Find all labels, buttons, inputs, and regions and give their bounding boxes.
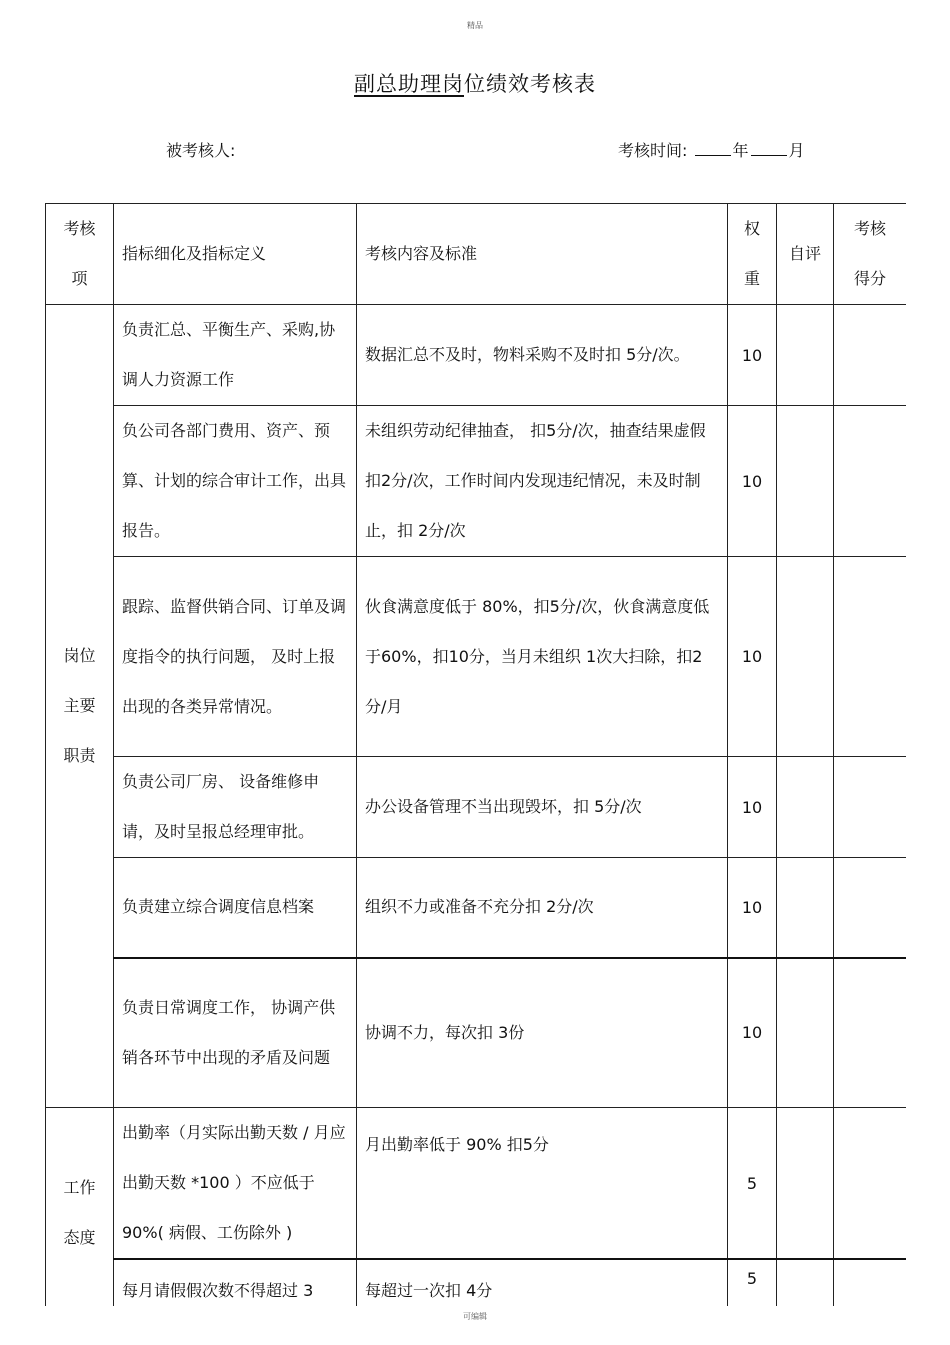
content-cell: 办公设备管理不当出现毁坏，扣 5分/次 bbox=[357, 757, 728, 858]
final-score-cell[interactable] bbox=[834, 406, 907, 557]
year-blank[interactable] bbox=[695, 141, 731, 156]
table-row bbox=[46, 858, 907, 958]
self-score-cell[interactable] bbox=[777, 858, 834, 958]
table-row bbox=[46, 958, 907, 1108]
col-header-self: 自评 bbox=[777, 204, 834, 305]
indicator-cell: 负责日常调度工作， 协调产供销各环节中出现的矛盾及问题 bbox=[114, 958, 357, 1108]
indicator-cell: 每月请假假次数不得超过 3 bbox=[114, 1259, 357, 1306]
final-score-cell[interactable] bbox=[834, 305, 907, 406]
table-row bbox=[46, 757, 907, 858]
assessment-table bbox=[45, 203, 906, 1306]
final-score-cell[interactable] bbox=[834, 557, 907, 757]
table-row bbox=[46, 406, 907, 557]
indicator-cell: 负公司各部门费用、资产、预算、计划的综合审计工作，出具报告。 bbox=[114, 406, 357, 557]
final-score-cell[interactable] bbox=[834, 1108, 907, 1260]
table-header-row bbox=[46, 204, 907, 305]
content-cell: 每超过一次扣 4分 bbox=[357, 1259, 728, 1306]
weight-cell: 10 bbox=[728, 557, 777, 757]
assessee-label: 被考核人: bbox=[166, 141, 236, 160]
table-row bbox=[46, 1259, 907, 1306]
title-underlined-part: 副总助理岗 bbox=[354, 72, 464, 96]
col-header-content: 考核内容及标准 bbox=[357, 204, 728, 305]
indicator-cell: 负责汇总、平衡生产、采购,协调人力资源工作 bbox=[114, 305, 357, 406]
content-cell: 未组织劳动纪律抽查， 扣5分/次，抽查结果虚假扣2分/次，工作时间内发现违纪情况，未及时制止，扣 2分/次 bbox=[357, 406, 728, 557]
indicator-cell: 跟踪、监督供销合同、订单及调度指令的执行问题， 及时上报出现的各类异常情况。 bbox=[114, 557, 357, 757]
content-cell: 伙食满意度低于 80%，扣5分/次，伙食满意度低于60%，扣10分，当月未组织 1次大扫除，扣2分/月 bbox=[357, 557, 728, 757]
weight-cell: 10 bbox=[728, 858, 777, 958]
self-score-cell[interactable] bbox=[777, 557, 834, 757]
col-header-item: 考核 项 bbox=[46, 204, 114, 305]
weight-cell: 10 bbox=[728, 757, 777, 858]
self-score-cell[interactable] bbox=[777, 1259, 834, 1306]
final-score-cell[interactable] bbox=[834, 1259, 907, 1306]
indicator-cell: 出勤率（月实际出勤天数 / 月应出勤天数 *100 ）不应低于90%( 病假、工伤除外 ) bbox=[114, 1108, 357, 1260]
table-row bbox=[46, 1108, 907, 1260]
self-score-cell[interactable] bbox=[777, 406, 834, 557]
header-watermark: 精品 bbox=[467, 21, 483, 30]
indicator-cell: 负责公司厂房、 设备维修申请，及时呈报总经理审批。 bbox=[114, 757, 357, 858]
content-cell: 月出勤率低于 90% 扣5分 bbox=[357, 1108, 728, 1260]
final-score-cell[interactable] bbox=[834, 858, 907, 958]
col-header-weight: 权 重 bbox=[728, 204, 777, 305]
table-row bbox=[46, 557, 907, 757]
year-char: 年 bbox=[732, 141, 749, 160]
month-blank[interactable] bbox=[751, 141, 787, 156]
col-header-score: 考核 得分 bbox=[834, 204, 907, 305]
content-cell: 数据汇总不及时，物料采购不及时扣 5分/次。 bbox=[357, 305, 728, 406]
content-cell: 协调不力，每次扣 3份 bbox=[357, 958, 728, 1108]
self-score-cell[interactable] bbox=[777, 1108, 834, 1260]
group-label-attitude: 工作 态度 bbox=[46, 1108, 114, 1307]
month-char: 月 bbox=[788, 141, 805, 160]
indicator-cell: 负责建立综合调度信息档案 bbox=[114, 858, 357, 958]
col-header-indicator: 指标细化及指标定义 bbox=[114, 204, 357, 305]
weight-cell: 10 bbox=[728, 958, 777, 1108]
self-score-cell[interactable] bbox=[777, 757, 834, 858]
self-score-cell[interactable] bbox=[777, 305, 834, 406]
final-score-cell[interactable] bbox=[834, 958, 907, 1108]
page-title bbox=[0, 68, 950, 98]
group-label-duties: 岗位 主要 职责 bbox=[46, 305, 114, 1108]
assessment-time bbox=[618, 138, 805, 161]
time-label: 考核时间: bbox=[618, 141, 688, 160]
weight-cell: 10 bbox=[728, 406, 777, 557]
weight-cell: 5 bbox=[728, 1108, 777, 1260]
assessment-table-wrapper bbox=[45, 203, 906, 1306]
weight-cell: 5 bbox=[728, 1259, 777, 1306]
content-cell: 组织不力或准备不充分扣 2分/次 bbox=[357, 858, 728, 958]
table-row bbox=[46, 305, 907, 406]
self-score-cell[interactable] bbox=[777, 958, 834, 1108]
footer-watermark: 可编辑 bbox=[463, 1312, 487, 1321]
final-score-cell[interactable] bbox=[834, 757, 907, 858]
title-rest-part: 位绩效考核表 bbox=[464, 72, 596, 96]
weight-cell: 10 bbox=[728, 305, 777, 406]
